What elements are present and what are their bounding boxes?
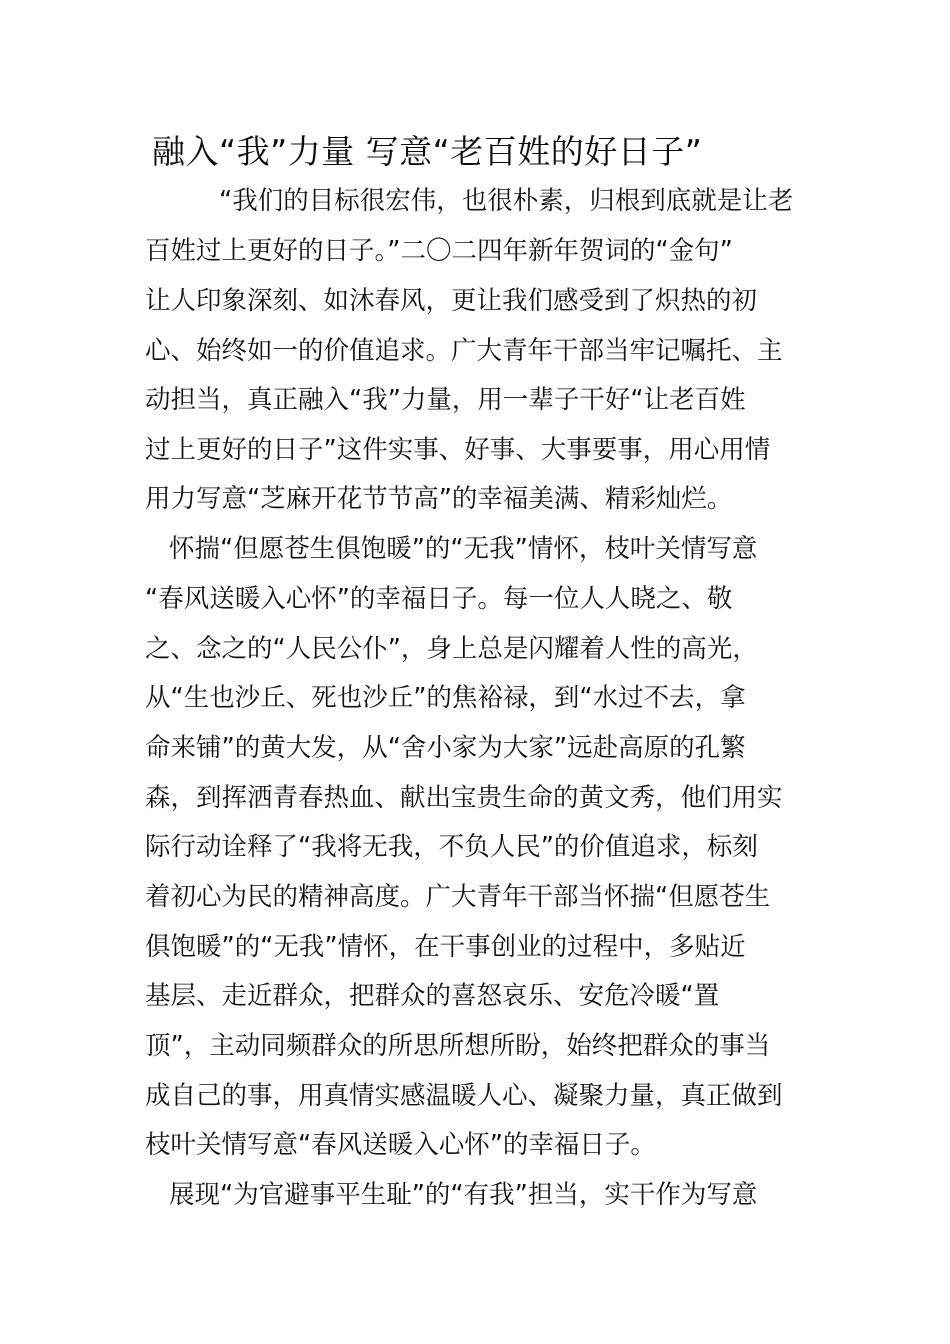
paragraph-line: 过上更好的日子”这件实事、好事、大事要事，用心用情 (145, 435, 771, 465)
paragraph-line: “春风送暖入心怀”的幸福日子。每一位人人晓之、敬 (145, 584, 733, 614)
paragraph-line: 着初心为民的精神高度。广大青年干部当怀揣“但愿苍生 (145, 882, 771, 912)
paragraph-line: 际行动诠释了“我将无我，不负人民”的价值追求，标刻 (145, 832, 758, 862)
paragraph-line: 顶”，主动同频群众的所思所想所盼，始终把群众的事当 (145, 1031, 771, 1061)
paragraph-line: 成自己的事，用真情实感温暖人心、凝聚力量，真正做到 (145, 1081, 783, 1111)
paragraph-line: 枝叶关情写意“春风送暖入心怀”的幸福日子。 (145, 1130, 656, 1160)
paragraph-line: 百姓过上更好的日子。”二〇二四年新年贺词的“金句” (145, 236, 733, 266)
paragraph-line: 心、始终如一的价值追求。广大青年干部当牢记嘱托、主 (145, 336, 783, 366)
paragraph-line: 用力写意“芝麻开花节节高”的幸福美满、精彩灿烂。 (145, 484, 733, 514)
paragraph-line: 命来铺”的黄大发，从“舍小家为大家”远赴高原的孔繁 (145, 733, 746, 763)
paragraph-line: 森，到挥洒青春热血、献出宝贵生命的黄文秀，他们用实 (145, 783, 783, 813)
paragraph-line: 俱饱暖”的“无我”情怀，在干事创业的过程中，多贴近 (145, 932, 746, 962)
paragraph-line: “我们的目标很宏伟，也很朴素，归根到底就是让老 (219, 186, 794, 216)
paragraph-line: 之、念之的“人民公仆”，身上总是闪耀着人性的高光， (145, 634, 758, 664)
paragraph-line: 基层、走近群众，把群众的喜怒哀乐、安危冷暖“置 (145, 981, 720, 1011)
paragraph-line: 怀揣“但愿苍生俱饱暖”的“无我”情怀，枝叶关情写意 (169, 534, 758, 564)
paragraph-line: 从“生也沙丘、死也沙丘”的焦裕禄，到“水过不去，拿 (145, 683, 746, 713)
document-title: 融入“我”力量 写意“老百姓的好日子” (152, 132, 703, 171)
paragraph-line: 让人印象深刻、如沐春风，更让我们感受到了炽热的初 (145, 286, 758, 316)
paragraph-line: 展现“为官避事平生耻”的“有我”担当，实干作为写意 (169, 1180, 758, 1210)
paragraph-line: 动担当，真正融入“我”力量，用一辈子干好“让老百姓 (145, 385, 746, 415)
